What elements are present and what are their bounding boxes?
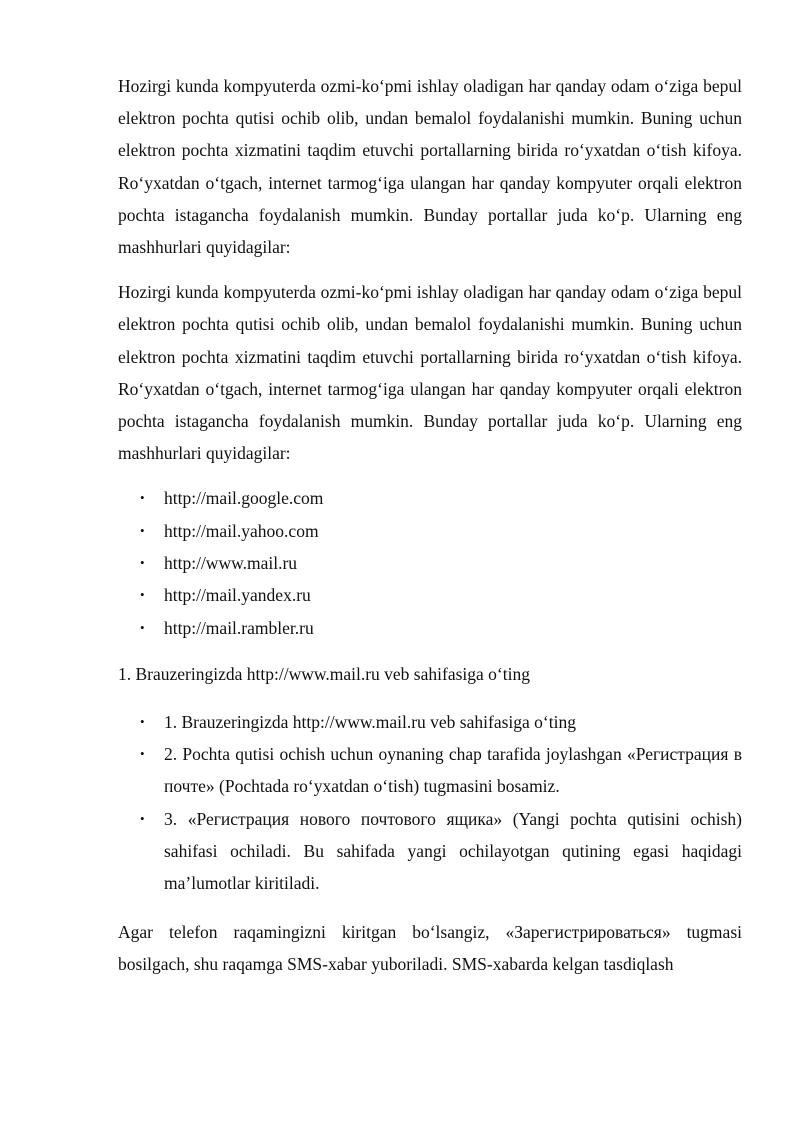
list-item-step-2: • 2. Pochta qutisi ochish uchun oynaning chap tarafida joylashgan «Регистрация в почте» (Pochtada ro‘yxatdan o‘tish) tugmasini bosamiz. [118, 738, 742, 802]
list-item-step-3: • 3. «Регистрация нового почтового ящика» (Yangi pochta qutisini ochish) sahifasi ochiladi. Bu sahifada yangi ochilayotgan qutining egasi haqidagi ma’lumotlar kiritiladi. [118, 803, 742, 900]
registration-steps-list [118, 706, 742, 899]
list-item-step-1: • 1. Brauzeringizda http://www.mail.ru veb sahifasiga o‘ting [118, 706, 742, 738]
list-item-mail-yahoo: • http://mail.yahoo.com [118, 515, 742, 547]
step-heading: 1. Brauzeringizda http://www.mail.ru veb sahifasiga o‘ting [118, 663, 530, 684]
intro-paragraph-repeat: Hozirgi kunda kompyuterda ozmi-ko‘pmi ishlay oladigan har qanday odam o‘ziga bepul elektron pochta qutisi ochib olib, undan bemalol foydalanishi mumkin. Buning uchun elektron pochta xizmatini taqdim etuvchi portallarning birida ro‘yxatdan o‘tish kifoya. Ro‘yxatdan o‘tgach, internet tarmog‘iga ulangan har qanday kompyuter orqali elektron pochta istagancha foydalanish mumkin. Bunday portallar juda ko‘p. Ularning eng mashhurlari quyidagilar: [118, 282, 742, 464]
list-item-mail-ru: • http://www.mail.ru [118, 547, 742, 579]
mail-portal-list [118, 482, 742, 643]
intro-paragraph: Hozirgi kunda kompyuterda ozmi-ko‘pmi ishlay oladigan har qanday odam o‘ziga bepul elektron pochta qutisi ochib olib, undan bemalol foydalanishi mumkin. Buning uchun elektron pochta xizmatini taqdim etuvchi portallarning birida ro‘yxatdan o‘tish kifoya. Ro‘yxatdan o‘tgach, internet tarmog‘iga ulangan har qanday kompyuter orqali elektron pochta istagancha foydalanish mumkin. Bunday portallar juda ko‘p. Ularning eng mashhurlari quyidagilar: [118, 76, 742, 258]
list-item-mail-google: • http://mail.google.com [118, 482, 742, 514]
list-item-mail-yandex: • http://mail.yandex.ru [118, 579, 742, 611]
list-item-mail-rambler: • http://mail.rambler.ru [118, 612, 742, 644]
closing-paragraph: Agar telefon raqamingizni kiritgan bo‘lsangiz, «Зарегистрироваться» tugmasi bosilgach, shu raqamga SMS-xabar yuboriladi. SMS-xabarda kelgan tasdiqlash [118, 922, 742, 975]
